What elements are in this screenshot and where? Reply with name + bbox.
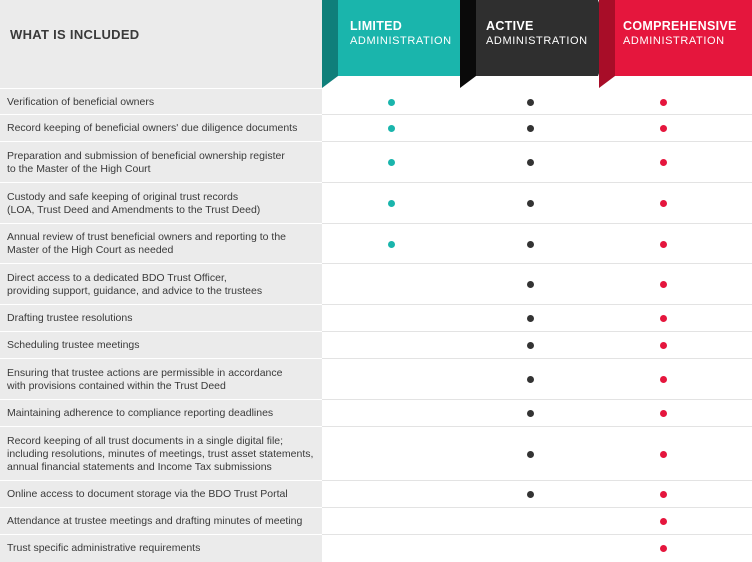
plan-name-secondary: ADMINISTRATION <box>623 35 725 47</box>
row-divider <box>322 534 752 535</box>
feature-label <box>7 427 319 481</box>
included-dot-active <box>527 125 534 132</box>
included-dot-comprehensive <box>660 200 667 207</box>
feature-label-line: Attendance at trustee meetings and drafting minutes of meeting <box>7 515 303 527</box>
row-divider <box>322 182 752 183</box>
feature-label-line: Annual review of trust beneficial owners and reporting to the <box>7 231 286 243</box>
plan-name-primary: ACTIVE <box>486 19 534 33</box>
included-dot-comprehensive <box>660 518 667 525</box>
table-row <box>0 182 752 224</box>
included-dot-comprehensive <box>660 342 667 349</box>
included-dot-comprehensive <box>660 159 667 166</box>
row-divider <box>322 399 752 400</box>
included-dot-limited <box>388 125 395 132</box>
feature-label-line: Preparation and submission of beneficial ownership register <box>7 149 285 162</box>
included-dot-comprehensive <box>660 125 667 132</box>
plan-banner-fold <box>322 0 338 88</box>
plan-name-primary: LIMITED <box>350 19 403 33</box>
included-dot-limited <box>388 159 395 166</box>
feature-label <box>7 224 319 264</box>
row-divider <box>322 304 752 305</box>
row-divider <box>322 331 752 332</box>
feature-label-line: Record keeping of all trust documents in a single digital file; <box>7 434 284 447</box>
included-dot-active <box>527 99 534 106</box>
feature-label-line: providing support, guidance, and advice to the trustees <box>7 284 263 297</box>
feature-label-line: Ensuring that trustee actions are permissible in accordance <box>7 366 283 379</box>
feature-label-line: Direct access to a dedicated BDO Trust Officer, <box>7 271 227 284</box>
table-row <box>0 223 752 264</box>
included-dot-active <box>527 315 534 322</box>
feature-label-line: Drafting trustee resolutions <box>7 312 133 324</box>
feature-label <box>7 535 319 562</box>
plan-banner-fold <box>599 0 615 88</box>
included-dot-limited <box>388 200 395 207</box>
included-dot-comprehensive <box>660 241 667 248</box>
plan-name <box>623 19 737 49</box>
feature-label <box>7 481 319 508</box>
plan-name-secondary: ADMINISTRATION <box>350 35 452 47</box>
row-divider <box>322 114 752 115</box>
included-dot-comprehensive <box>660 410 667 417</box>
row-divider <box>322 480 752 481</box>
table-row <box>0 507 752 535</box>
feature-label-line: Verification of beneficial owners <box>7 95 155 108</box>
table-row <box>0 480 752 508</box>
feature-label <box>7 264 319 305</box>
table-row <box>0 114 752 142</box>
included-dot-comprehensive <box>660 281 667 288</box>
included-dot-limited <box>388 241 395 248</box>
plan-header-limited <box>322 0 474 88</box>
feature-label <box>7 89 319 115</box>
included-dot-comprehensive <box>660 491 667 498</box>
feature-label-line: Scheduling trustee meetings <box>7 339 140 351</box>
plan-banner-fold <box>460 0 476 88</box>
included-dot-active <box>527 451 534 458</box>
included-dot-comprehensive <box>660 545 667 552</box>
feature-label-line: Custody and safe keeping of original trust records <box>7 190 239 203</box>
included-dot-active <box>527 281 534 288</box>
plan-header-active <box>460 0 612 88</box>
included-dot-active <box>527 241 534 248</box>
included-dot-comprehensive <box>660 99 667 106</box>
feature-label-line: to the Master of the High Court <box>7 162 151 175</box>
feature-label-line: (LOA, Trust Deed and Amendments to the Trust Deed) <box>7 203 261 216</box>
included-dot-comprehensive <box>660 451 667 458</box>
plan-header-comprehensive <box>599 0 752 88</box>
table-row <box>0 399 752 427</box>
table-row <box>0 263 752 305</box>
included-dot-limited <box>388 99 395 106</box>
feature-label-line: Online access to document storage via the BDO Trust Portal <box>7 488 288 500</box>
feature-label-line: Record keeping of beneficial owners' due diligence documents <box>7 122 298 134</box>
feature-label <box>7 115 319 142</box>
feature-label-line: with provisions contained within the Trust Deed <box>7 379 226 392</box>
feature-label <box>7 142 319 183</box>
row-divider <box>322 223 752 224</box>
feature-label-line: including resolutions, minutes of meetings, trust asset statements, <box>7 447 314 460</box>
plan-name-secondary: ADMINISTRATION <box>486 35 588 47</box>
plan-name-primary: COMPREHENSIVE <box>623 19 737 33</box>
table-row <box>0 534 752 562</box>
included-dot-comprehensive <box>660 376 667 383</box>
table-row <box>0 426 752 481</box>
plan-name <box>350 19 452 49</box>
plan-name <box>486 19 588 49</box>
table-row <box>0 141 752 183</box>
feature-label <box>7 508 319 535</box>
feature-label <box>7 332 319 359</box>
included-dot-active <box>527 491 534 498</box>
included-dot-comprehensive <box>660 315 667 322</box>
table-title: WHAT IS INCLUDED <box>10 27 140 42</box>
row-divider <box>322 507 752 508</box>
feature-label-line: Maintaining adherence to compliance reporting deadlines <box>7 407 274 419</box>
table-row <box>0 88 752 115</box>
included-dot-active <box>527 159 534 166</box>
feature-label-line: Master of the High Court as needed <box>7 244 174 256</box>
feature-label <box>7 400 319 427</box>
row-divider <box>322 426 752 427</box>
feature-label <box>7 359 319 400</box>
included-dot-active <box>527 200 534 207</box>
row-divider <box>322 263 752 264</box>
feature-label <box>7 183 319 224</box>
included-dot-active <box>527 376 534 383</box>
row-divider <box>322 141 752 142</box>
table-row <box>0 304 752 332</box>
included-dot-active <box>527 342 534 349</box>
table-row <box>0 331 752 359</box>
row-divider <box>322 358 752 359</box>
feature-label-line: annual financial statements and Income Tax submissions <box>7 460 272 473</box>
table-row <box>0 358 752 400</box>
feature-label-line: Trust specific administrative requirements <box>7 542 201 554</box>
feature-label <box>7 305 319 332</box>
included-dot-active <box>527 410 534 417</box>
